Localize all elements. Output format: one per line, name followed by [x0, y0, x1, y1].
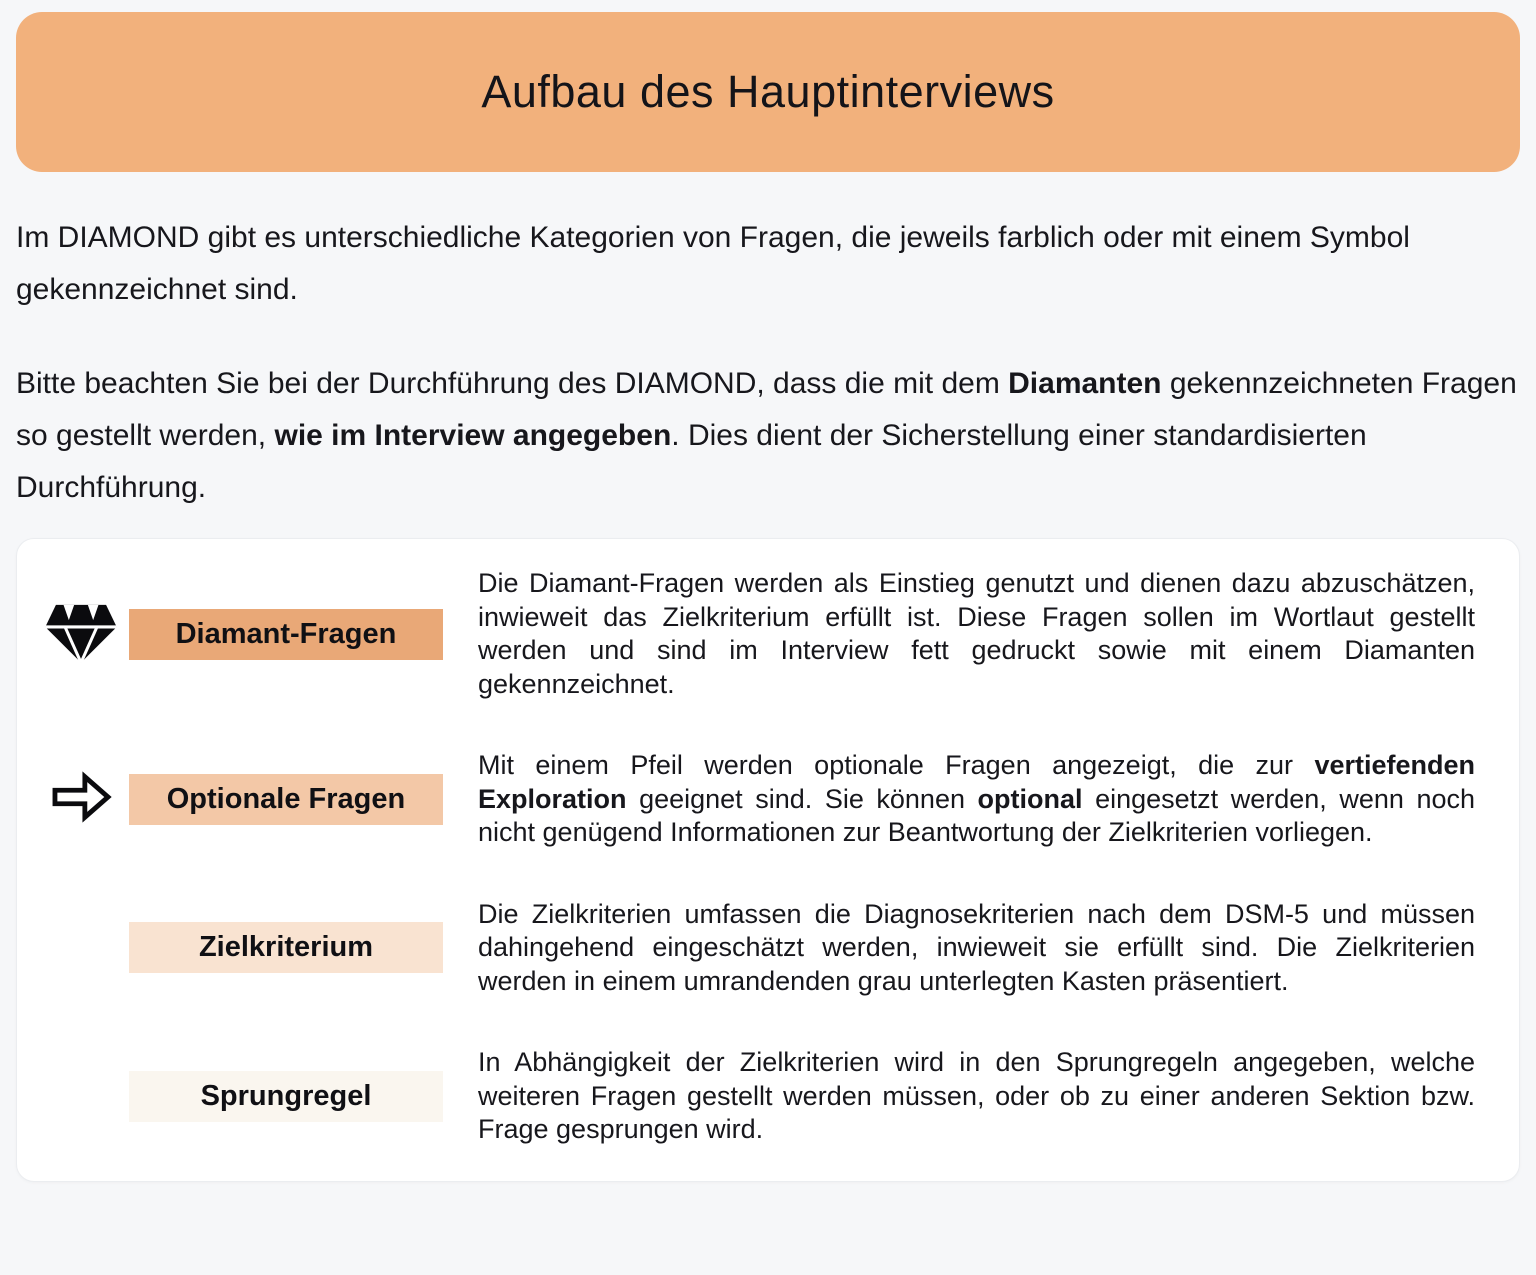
legend-label-optionale-fragen: [129, 774, 443, 825]
intro-p2-text: gekennzeichneten Fragen so gestellt werden,: [16, 367, 1517, 452]
legend-label-text: Diamant-Fragen: [175, 617, 397, 650]
arrow-right-icon: [50, 770, 112, 829]
legend-label-sprungregel: [129, 1071, 443, 1122]
desc-text: Mit einem Pfeil werden optionale Fragen angezeigt, die zur: [478, 750, 1315, 780]
intro-section: [16, 212, 1520, 514]
desc-bold-vertiefende-exploration: vertiefenden Exploration: [478, 750, 1475, 814]
legend-description-sprungregel: In Abhängigkeit der Zielkriterien wird in den Sprungregeln angegeben, welche weiteren Fragen gestellt werden müssen, oder ob zu einer anderen Sektion bzw. Frage gesprungen wird.: [478, 1047, 1475, 1144]
intro-paragraph-2: [16, 358, 1520, 514]
legend-label-diamant-fragen: [129, 609, 443, 660]
page-title: Aufbau des Hauptinterviews: [481, 66, 1055, 117]
legend-label-text: Sprungregel: [200, 1079, 372, 1112]
legend-row-diamant-fragen: [33, 567, 1475, 701]
intro-p2-bold-diamanten: Diamanten: [1008, 367, 1162, 400]
legend-label-text: Optionale Fragen: [166, 782, 406, 815]
desc-bold-optional: optional: [977, 783, 1083, 814]
intro-paragraph-1: Im DIAMOND gibt es unterschiedliche Kategorien von Fragen, die jeweils farblich oder mit einem Symbol gekennzeichnet sind.: [16, 221, 1410, 306]
legend-row-optionale-fragen: [33, 749, 1475, 850]
icon-cell: [33, 770, 129, 829]
intro-p2-text: . Dies dient der Sicherstellung einer standardisierten Durchführung.: [16, 419, 1367, 504]
legend-description-diamant-fragen: Die Diamant-Fragen werden als Einstieg genutzt und dienen dazu abzuschätzen, inwieweit das Zielkriterium erfüllt ist. Diese Fragen sollen im Wortlaut gestellt werden und sind im Interview fett gedruckt sowie mit einem Diamanten gekennzeichnet.: [478, 568, 1475, 699]
header-banner: [16, 12, 1520, 172]
legend-row-zielkriterium: [33, 898, 1475, 999]
legend-description-zielkriterium: Die Zielkriterien umfassen die Diagnosekriterien nach dem DSM-5 und müssen dahingehend eingeschätzt werden, inwieweit sie erfüllt sind. Die Zielkriterien werden in einem umrandenden grau unterlegten Kasten präsentiert.: [478, 898, 1475, 996]
desc-text: eingesetzt werden, wenn noch nicht genügend Informationen zur Beantwortung der Zielkriterien vorliegen.: [478, 783, 1475, 847]
legend-label-zielkriterium: [129, 922, 443, 973]
intro-p2-bold-wie-im-interview: wie im Interview angegeben: [274, 419, 672, 452]
legend-label-text: Zielkriterium: [198, 931, 374, 964]
diamond-icon: [43, 598, 119, 670]
intro-p2-text: Bitte beachten Sie bei der Durchführung des DIAMOND, dass die mit dem: [16, 367, 1009, 400]
legend-description-optionale-fragen: [443, 749, 1475, 850]
legend-card: [16, 538, 1520, 1182]
desc-text: geeignet sind. Sie können: [626, 783, 978, 814]
icon-cell: [33, 598, 129, 670]
legend-row-sprungregel: [33, 1046, 1475, 1147]
